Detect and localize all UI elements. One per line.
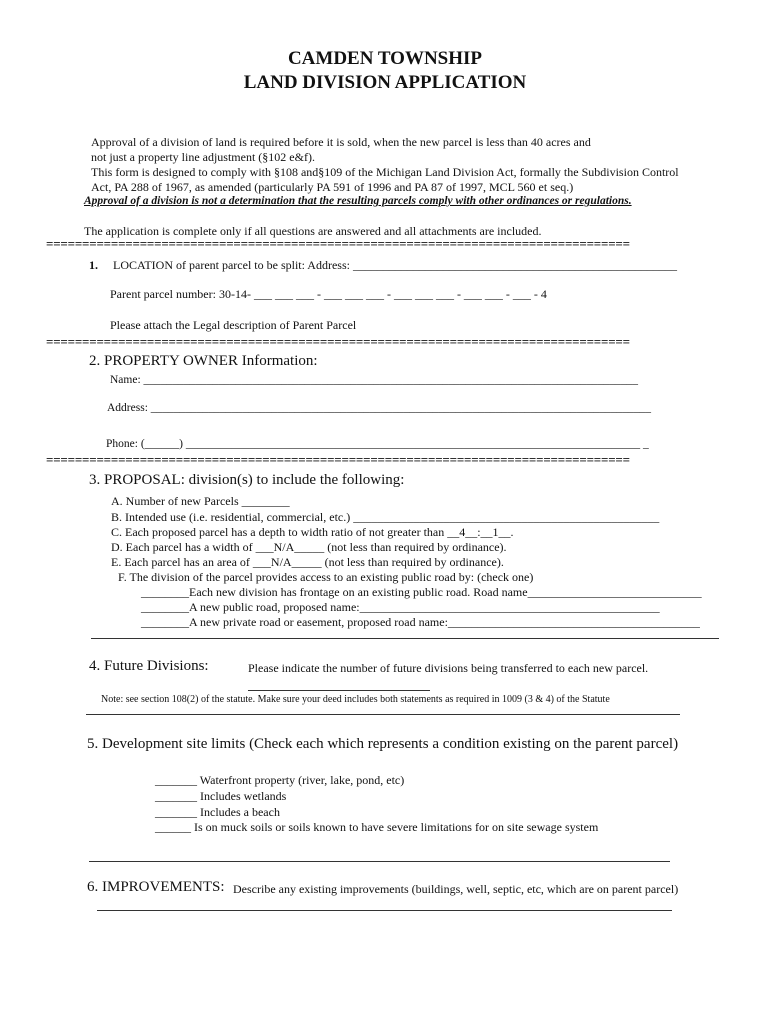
num-new-parcels-field[interactable]: A. Number of new Parcels ________ [111,494,290,508]
intro-line-3: This form is designed to comply with §108 and§109 of the Michigan Land Division Act, formally the Subdivision Control [91,165,679,179]
statute-note: Note: see section 108(2) of the statute. Make sure your deed includes both statements as required in 1009 (3 & 4) of the Statute [101,694,610,705]
location-field[interactable]: LOCATION of parent parcel to be split: Address: ______________________________________________________ [113,258,677,272]
intro-line-2: not just a property line adjustment (§102 e&f). [91,150,315,164]
road-option-new-public[interactable]: ________A new public road, proposed name:__________________________________________________ [141,600,660,614]
future-divisions-instruction: Please indicate the number of future divisions being transferred to each new parcel. [248,661,649,675]
intended-use-field[interactable]: B. Intended use (i.e. residential, commercial, etc.) ___________________________________________________ [111,510,660,524]
separator-2: ================================================================================= [46,334,630,349]
section-2-heading: 2. PROPERTY OWNER Information: [89,353,318,369]
intro-line-1: Approval of a division of land is required before it is sold, when the new parcel is less than 40 acres and [91,135,591,149]
improvements-field[interactable] [97,910,672,911]
section-1-number: 1. [89,258,98,272]
improvements-instruction: Describe any existing improvements (buildings, well, septic, etc, which are on parent parcel) [233,882,679,896]
parcel-area: E. Each parcel has an area of ___N/A_____ (not less than required by ordinance). [111,555,504,569]
page-title: CAMDEN TOWNSHIP [287,48,483,69]
completeness-note: The application is complete only if all questions are answered and all attachments are included. [84,224,542,238]
section-5-heading: 5. Development site limits (Check each which represents a condition existing on the parent parcel) [87,736,679,752]
parcel-number-field[interactable]: Parent parcel number: 30-14- ___ ___ ___ - ___ ___ ___ - ___ ___ ___ - ___ ___ - ___ - 4 [110,287,547,301]
section-3-heading: 3. PROPOSAL: division(s) to include the following: [89,472,405,488]
separator-3: ================================================================================= [46,452,630,467]
site-limit-beach[interactable]: _______ Includes a beach [155,805,280,819]
divider-line [86,714,680,715]
divider-line [89,861,670,862]
approval-disclaimer: Approval of a division is not a determination that the resulting parcels comply with other ordinances or regulations. [84,195,632,207]
road-option-existing[interactable]: ________Each new division has frontage on an existing public road. Road name_____________________________ [141,585,702,599]
road-option-private[interactable]: ________A new private road or easement, proposed road name:__________________________________________ [141,615,700,629]
page-subtitle: LAND DIVISION APPLICATION [243,72,527,93]
owner-name-field[interactable]: Name: ______________________________________________________________________________________ [110,374,639,386]
separator-1: ================================================================================= [46,236,630,251]
road-access-question: F. The division of the parcel provides access to an existing public road by: (check one) [118,570,534,584]
site-limit-muck-soils[interactable]: ______ Is on muck soils or soils known to have severe limitations for on site sewage system [155,820,599,834]
intro-line-4: Act, PA 288 of 1967, as amended (particularly PA 591 of 1996 and PA 87 of 1997, MCL 560 et seq.) [91,180,574,194]
section-4-heading: 4. Future Divisions: [89,658,209,674]
owner-address-field[interactable]: Address: _______________________________________________________________________________________ [107,402,652,414]
site-limit-waterfront[interactable]: _______ Waterfront property (river, lake, pond, etc) [155,773,405,787]
future-divisions-field[interactable] [248,690,430,691]
site-limit-wetlands[interactable]: _______ Includes wetlands [155,789,287,803]
divider-line [91,638,719,639]
attach-legal-description: Please attach the Legal description of Parent Parcel [110,318,357,332]
owner-phone-field[interactable]: Phone: (______) _______________________________________________________________________________ _ [106,438,649,450]
depth-width-ratio: C. Each proposed parcel has a depth to width ratio of not greater than __4__:__1__. [111,525,514,539]
parcel-width: D. Each parcel has a width of ___N/A_____ (not less than required by ordinance). [111,540,507,554]
section-6-heading: 6. IMPROVEMENTS: [87,879,225,895]
